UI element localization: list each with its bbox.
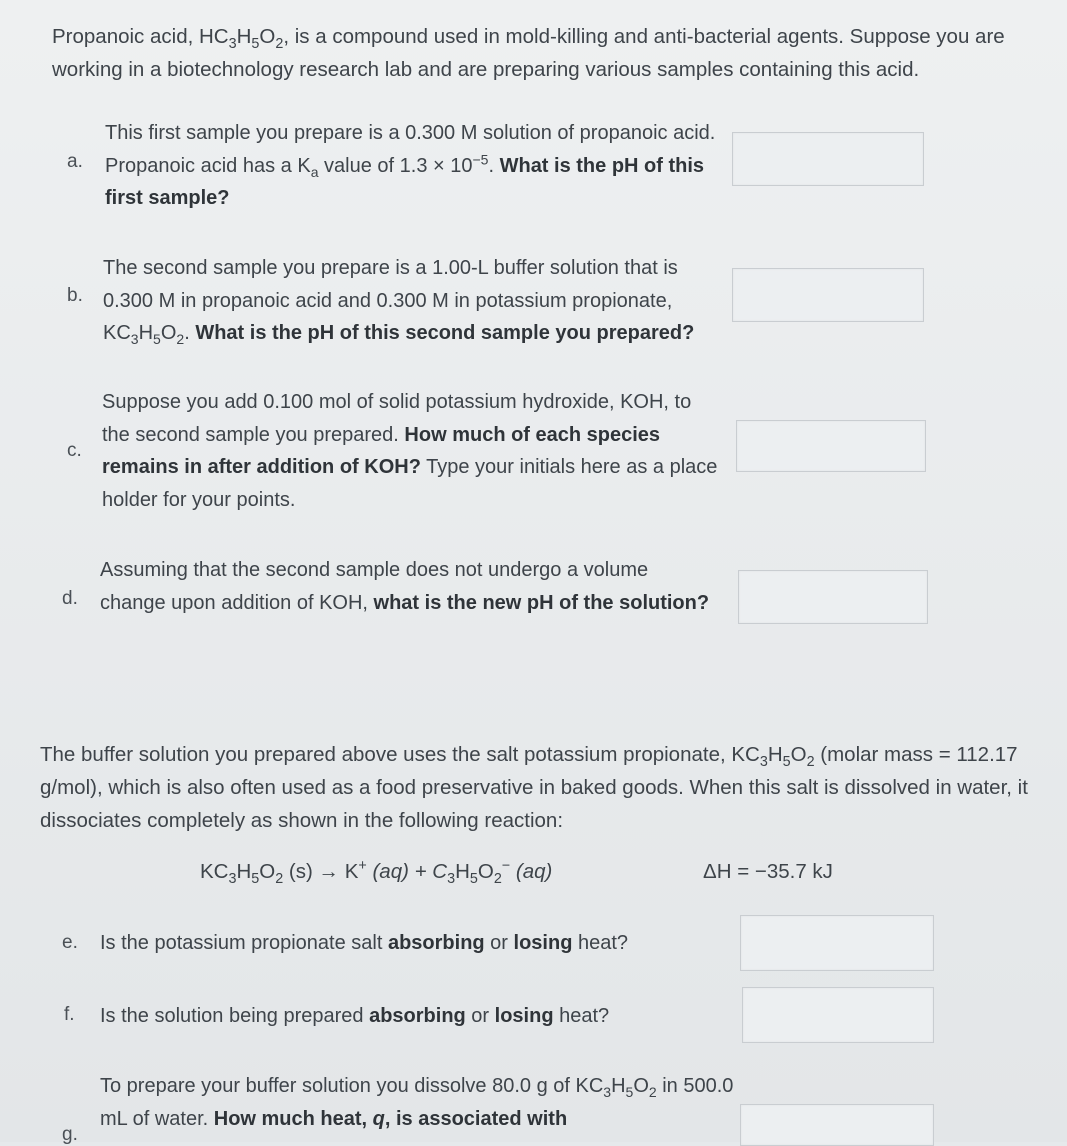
enthalpy-value: ΔH = −35.7 kJ [703, 860, 833, 883]
question-c-letter: c. [67, 440, 82, 461]
question-d-text: Assuming that the second sample does not undergo a volume change upon addition of KOH, what is the new pH of the solution? [100, 559, 710, 614]
question-f-letter: f. [64, 1004, 75, 1025]
answer-a-input[interactable] [732, 132, 924, 186]
answer-f-input[interactable] [742, 987, 934, 1043]
answer-d-input[interactable] [738, 570, 928, 624]
answer-c-input[interactable] [736, 420, 926, 472]
question-d-letter: d. [62, 588, 78, 609]
question-e-text: Is the potassium propionate salt absorbing or losing heat? [100, 932, 629, 954]
answer-b-input[interactable] [732, 268, 924, 322]
question-b-letter: b. [67, 285, 83, 306]
question-b-text: The second sample you prepare is a 1.00-L buffer solution that is 0.300 M in propanoic acid and 0.300 M in potassium propionate, $KC_3H_5O_2$. What is the pH of this second sample you prepared? [103, 257, 695, 347]
salt-paragraph: The buffer solution you prepared above uses the salt potassium propionate, $KC_3H_5O_2$ (molar mass = 112.17 g/mol), which is also often used as a food preservative in baked goods. When this salt is dissolved in water, it dissociates completely as shown in the following reaction: [40, 743, 1028, 832]
question-c-text: Suppose you add 0.100 mol of solid potassium hydroxide, KOH, to the second sample you prepared. How much of each species remains in after addition of KOH? Type your initials here as a place holder for your points. [102, 391, 718, 511]
answer-g-input[interactable] [740, 1104, 934, 1146]
question-a-letter: a. [67, 151, 83, 172]
answer-e-input[interactable] [740, 915, 934, 971]
intro-paragraph: Propanoic acid, $HC_3H_5O_2$, is a compound used in mold-killing and anti-bacterial agents. Suppose you are working in a biotechnology research lab and are preparing various samples containing this acid. [52, 25, 1005, 81]
question-f-text: Is the solution being prepared absorbing or losing heat? [100, 1005, 610, 1027]
question-g-letter: g. [62, 1124, 78, 1145]
question-g-text: To prepare your buffer solution you dissolve 80.0 g of $KC_3H_5O_2$ in 500.0 mL of water. How much heat, q, is associated with [100, 1075, 734, 1130]
question-a-text: This first sample you prepare is a 0.300 M solution of propanoic acid. Propanoic acid has a $K_a$ value of $1.3 \times 10^{-5}$. What is the pH of this first sample? [105, 122, 716, 209]
question-e-letter: e. [62, 932, 78, 953]
dissociation-equation: $KC_3H_5O_2$ (s) → K+ $(aq) + C_3H_5O_2^-$ (aq) [200, 858, 553, 888]
